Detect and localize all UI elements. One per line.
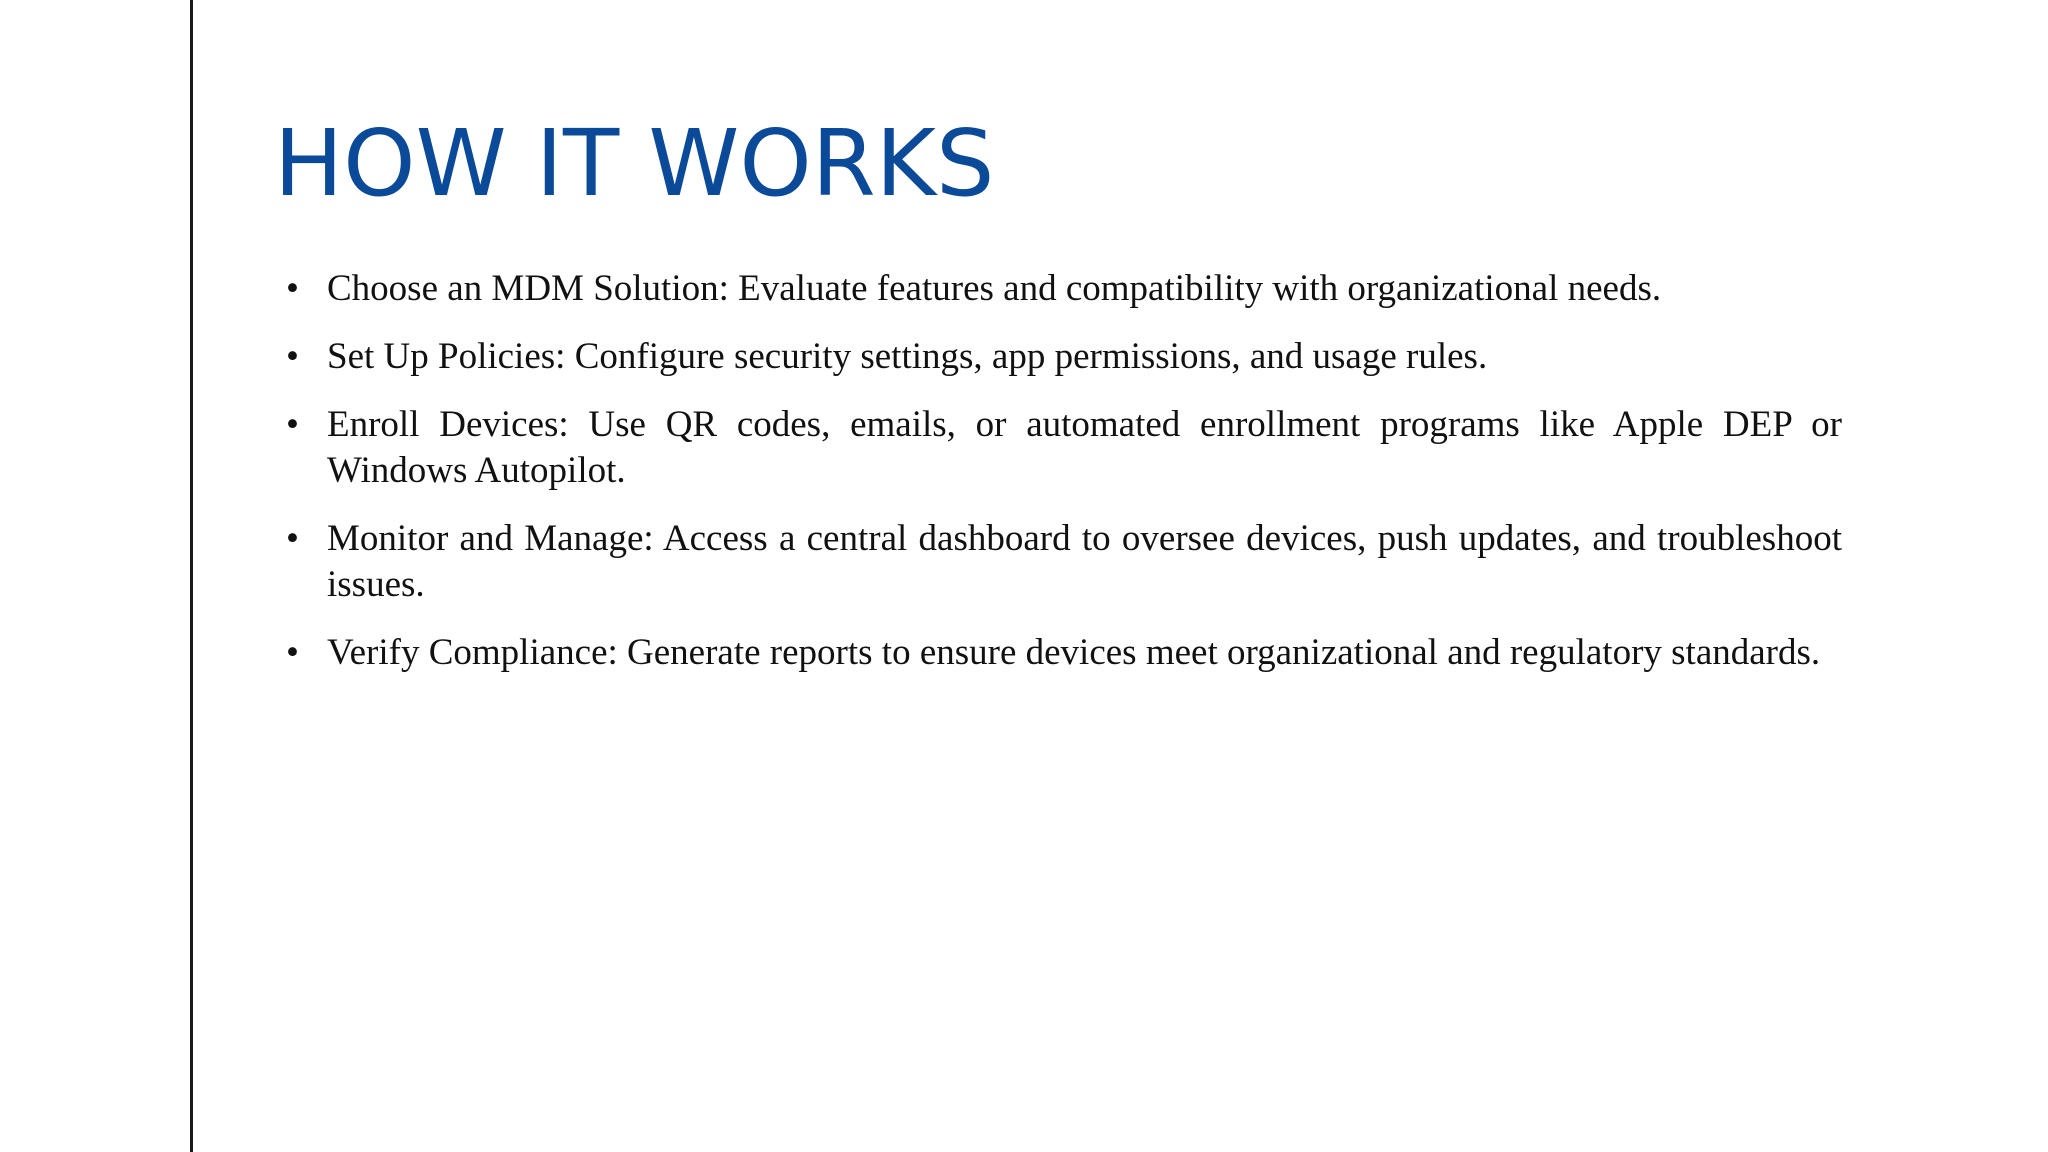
bullet-icon: • <box>286 518 299 559</box>
bullet-text: Choose an MDM Solution: Evaluate features and compatibility with organizational needs. <box>327 268 1662 309</box>
slide-title: HOW IT WORKS <box>274 110 995 217</box>
bullet-icon: • <box>286 336 299 377</box>
bullet-item-choose-mdm <box>286 266 1842 312</box>
bullet-item-monitor-manage <box>286 516 1842 608</box>
bullet-text: Monitor and Manage: Access a central dashboard to oversee devices, push updates, and troubleshoot issues. <box>327 518 1842 605</box>
bullet-text: Enroll Devices: Use QR codes, emails, or automated enrollment programs like Apple DEP or Windows Autopilot. <box>327 404 1842 491</box>
bullet-item-verify-compliance <box>286 630 1842 676</box>
bullet-text: Verify Compliance: Generate reports to ensure devices meet organizational and regulatory standards. <box>327 632 1821 673</box>
bullet-icon: • <box>286 632 299 673</box>
bullet-text: Set Up Policies: Configure security settings, app permissions, and usage rules. <box>327 336 1488 377</box>
left-vertical-rule <box>190 0 193 1152</box>
bullet-icon: • <box>286 404 299 445</box>
bullet-list <box>286 266 1842 698</box>
bullet-item-enroll-devices <box>286 402 1842 494</box>
bullet-icon: • <box>286 268 299 309</box>
bullet-item-set-up-policies <box>286 334 1842 380</box>
